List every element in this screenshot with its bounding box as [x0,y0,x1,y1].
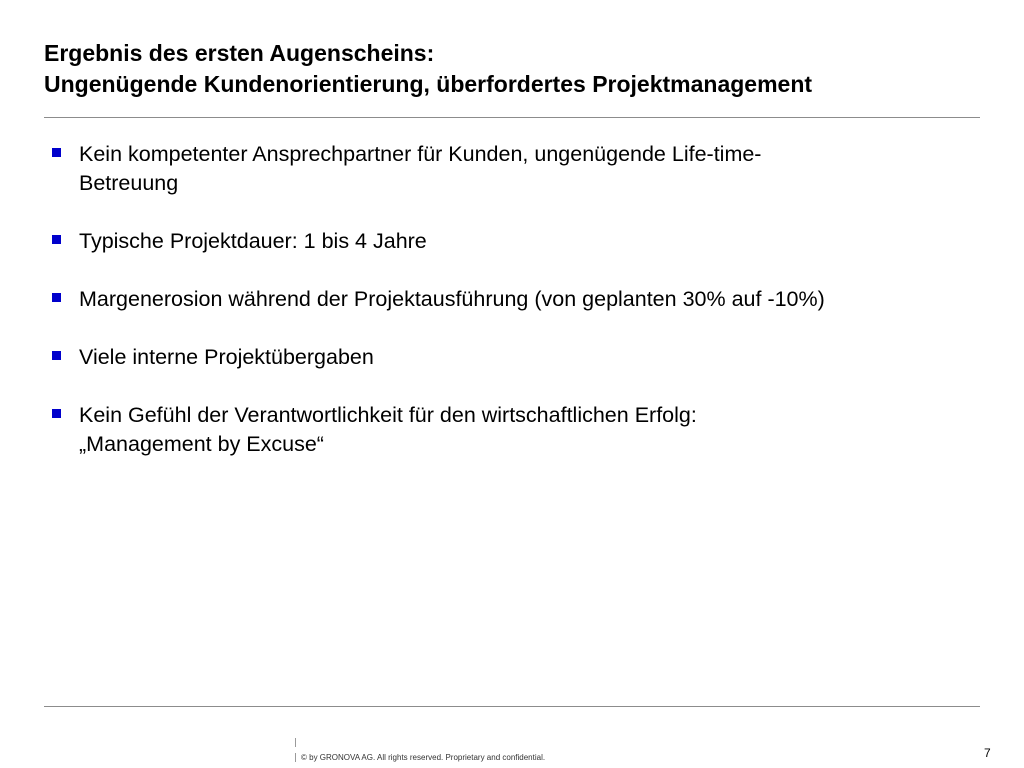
bullet-item [52,343,982,372]
bullet-text: Typische Projektdauer: 1 bis 4 Jahre [79,229,427,253]
bullet-item [52,285,982,314]
bullet-text-continuation: „Management by Excuse“ [79,432,324,456]
bullet-text: Viele interne Projektübergaben [79,345,374,369]
square-bullet-icon [52,351,61,360]
footer-copyright: © by GRONOVA AG. All rights reserved. Proprietary and confidential. [301,753,546,762]
square-bullet-icon [52,293,61,302]
square-bullet-icon [52,409,61,418]
footer-separator [295,738,296,747]
square-bullet-icon [52,148,61,157]
footer-separator [295,753,296,762]
slide-title [44,38,1004,100]
bullet-item [52,140,982,198]
bullet-text: Margenerosion während der Projektausführung (von geplanten 30% auf -10%) [79,287,825,311]
slide-title-line-2: Ungenügende Kundenorientierung, überfordertes Projektmanagement [44,71,813,97]
bullet-list [52,140,982,488]
title-divider [44,117,980,118]
bullet-item [52,227,982,256]
bullet-text: Kein Gefühl der Verantwortlichkeit für den wirtschaftlichen Erfolg: [79,403,697,427]
slide-title-line-1: Ergebnis des ersten Augenscheins: [44,40,435,66]
page-number: 7 [984,746,991,760]
bullet-item [52,401,982,459]
bullet-text-continuation: Betreuung [79,171,179,195]
footer-divider [44,706,980,707]
bullet-text: Kein kompetenter Ansprechpartner für Kunden, ungenügende Life-time- [79,142,762,166]
square-bullet-icon [52,235,61,244]
